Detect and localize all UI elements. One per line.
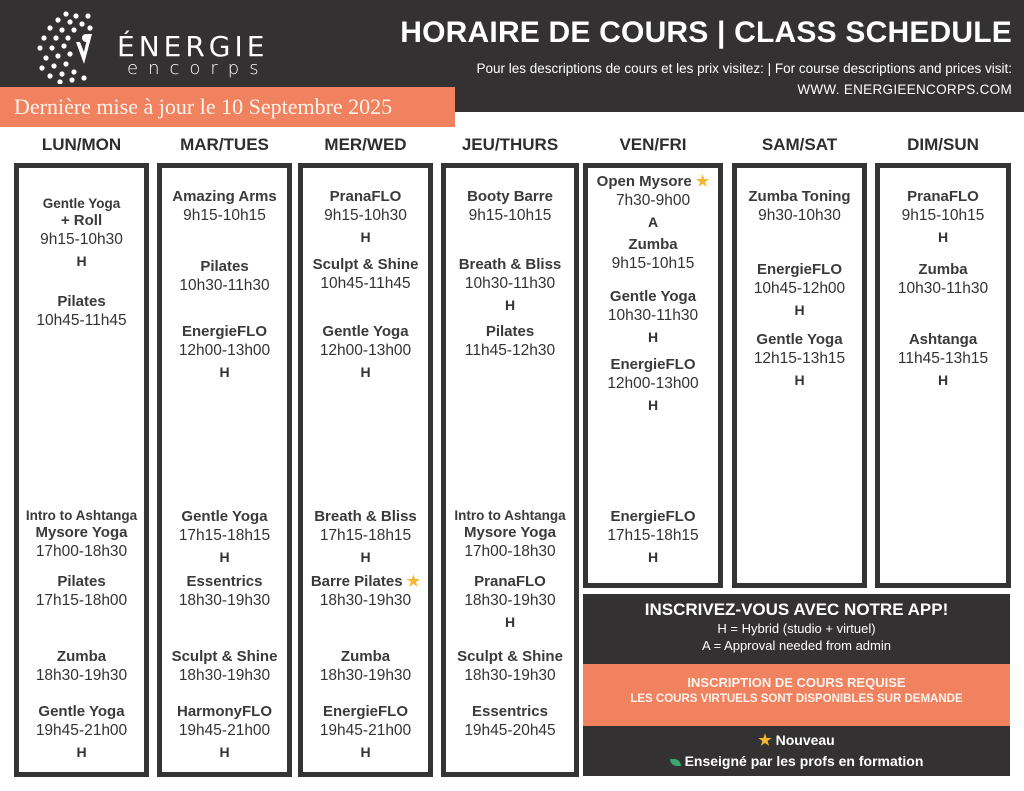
class-time: 18h30-19h30 [35, 667, 128, 685]
class-time: 9h15-10h30 [40, 230, 123, 248]
class-time: 11h45-13h15 [897, 350, 989, 368]
class-time: 12h15-13h15 [753, 350, 846, 368]
class-time: 17h15-18h15 [607, 527, 699, 545]
class-entry[interactable] [162, 508, 287, 565]
class-name-text: Zumba Toning [748, 188, 851, 205]
class-flag: H [360, 549, 371, 566]
class-name-text: Gentle Yoga [609, 288, 697, 305]
class-name-text: EnergieFLO [322, 703, 408, 720]
last-updated-banner: Dernière mise à jour le 10 Septembre 2025 [0, 87, 455, 127]
class-entry[interactable] [446, 573, 574, 630]
class-name [446, 188, 574, 205]
class-name-text: Booty Barre [467, 188, 553, 205]
registration-panel [583, 664, 1010, 726]
class-name [162, 573, 287, 590]
day-column [441, 163, 579, 777]
class-name [19, 293, 144, 310]
class-entry[interactable] [446, 323, 574, 360]
class-name [588, 173, 718, 190]
class-time: 10h30-11h30 [179, 277, 270, 295]
class-flag: H [219, 549, 230, 566]
class-time: 18h30-19h30 [319, 592, 412, 610]
class-name [303, 508, 428, 525]
class-time: 9h15-10h15 [901, 207, 985, 225]
app-signup-panel [583, 594, 1010, 664]
class-time: 9h15-10h15 [183, 207, 266, 225]
class-flag: A [647, 214, 659, 231]
registration-required: INSCRIPTION DE COURS REQUISE [687, 675, 906, 690]
class-name [303, 703, 428, 720]
class-name [446, 323, 574, 340]
class-name-text: Gentle Yoga [756, 331, 843, 348]
day-header: MAR/TUES [180, 135, 269, 154]
class-name [588, 236, 718, 253]
star-icon: ★ [691, 173, 710, 190]
class-time: 18h30-19h30 [464, 592, 556, 610]
class-entry[interactable] [446, 648, 574, 685]
class-name [446, 648, 574, 665]
class-flag: H [647, 549, 659, 566]
class-flag: H [504, 614, 516, 631]
class-flag: H [794, 302, 805, 319]
class-name [880, 188, 1006, 205]
info-box [583, 594, 1010, 776]
class-name [303, 188, 428, 205]
class-entry[interactable] [446, 256, 574, 313]
class-time: 19h45-20h45 [464, 722, 556, 740]
class-name-text: Pilates [57, 573, 106, 590]
leaf-icon [670, 759, 681, 766]
day-header: SAM/SAT [761, 135, 838, 154]
class-time: 10h30-11h30 [897, 280, 989, 298]
day-header: LUN/MON [41, 135, 122, 154]
class-flag: H [76, 252, 87, 269]
class-entry[interactable] [19, 648, 144, 685]
class-time: 10h30-11h30 [464, 275, 556, 293]
class-name [162, 648, 287, 665]
day-header: MER/WED [324, 135, 407, 154]
class-entry[interactable] [19, 508, 144, 561]
class-name-line2: Mysore Yoga [464, 523, 556, 541]
class-name-text: Breath & Bliss [314, 508, 417, 525]
class-flag: H [360, 229, 371, 246]
class-entry[interactable] [303, 188, 428, 245]
class-flag: H [360, 744, 371, 761]
logo-dots-icon [32, 8, 112, 84]
class-entry[interactable] [588, 173, 718, 230]
class-entry[interactable] [303, 508, 428, 565]
class-time: 19h45-21h00 [178, 722, 271, 740]
class-name-text: PranaFLO [907, 188, 979, 205]
class-time: 18h30-19h30 [464, 667, 556, 685]
legend-new [583, 730, 1010, 751]
class-entry[interactable] [303, 323, 428, 380]
class-time: 19h45-21h00 [35, 722, 128, 740]
class-name-text: Zumba [56, 648, 107, 665]
class-name [19, 573, 144, 590]
class-name-text: Ashtanga [908, 331, 978, 348]
class-name [303, 648, 428, 665]
class-name [19, 508, 144, 524]
class-entry[interactable] [162, 648, 287, 685]
class-name-text: Zumba [918, 261, 968, 278]
logo-subtitle: encorps [127, 58, 269, 79]
class-entry[interactable] [446, 703, 574, 740]
class-entry[interactable] [19, 293, 144, 330]
class-time: 17h15-18h15 [178, 527, 271, 545]
class-name [162, 703, 287, 720]
day-column [875, 163, 1011, 588]
class-time: 19h45-21h00 [319, 722, 412, 740]
class-entry[interactable] [303, 573, 428, 610]
class-name-text: EnergieFLO [181, 323, 267, 340]
class-time: 10h45-11h45 [36, 312, 127, 330]
star-icon: ★ [758, 732, 772, 749]
class-name [162, 258, 287, 275]
class-time: 10h45-12h00 [753, 280, 846, 298]
class-flag: H [647, 329, 659, 346]
class-name [303, 573, 428, 590]
class-entry[interactable] [737, 188, 862, 225]
class-entry[interactable] [303, 703, 428, 760]
class-name-text: Pilates [485, 323, 535, 340]
class-flag: H [219, 744, 230, 761]
class-name [19, 703, 144, 720]
legend-hybrid: H = Hybrid (studio + virtuel) [717, 621, 876, 636]
class-time: 12h00-13h00 [319, 342, 412, 360]
class-name [588, 508, 718, 525]
class-entry[interactable] [588, 288, 718, 345]
class-entry[interactable] [446, 508, 574, 561]
class-name [588, 288, 718, 305]
class-name-text: Open Mysore [596, 173, 692, 190]
class-name-line2: Mysore Yoga [35, 523, 128, 541]
class-entry[interactable] [162, 323, 287, 380]
class-entry[interactable] [880, 261, 1006, 298]
class-flag: H [504, 297, 516, 314]
class-entry[interactable] [737, 331, 862, 388]
page-title: HORAIRE DE COURS | CLASS SCHEDULE [400, 16, 1012, 49]
class-entry[interactable] [303, 648, 428, 685]
class-flag: H [937, 229, 949, 246]
class-name-text: PranaFLO [329, 188, 402, 205]
class-name-text: Gentle Yoga [42, 196, 121, 211]
class-time: 12h00-13h00 [178, 342, 271, 360]
class-name [19, 196, 144, 212]
class-name [162, 188, 287, 205]
class-time: 11h45-12h30 [464, 342, 556, 360]
legend-approval: A = Approval needed from admin [702, 638, 891, 653]
class-time: 17h15-18h00 [35, 592, 128, 610]
class-name-text: Pilates [57, 293, 106, 310]
class-name [446, 573, 574, 590]
class-time: 17h15-18h15 [319, 527, 412, 545]
class-entry[interactable] [588, 236, 718, 273]
class-name-text: HarmonyFLO [176, 703, 272, 720]
class-flag: H [794, 372, 805, 389]
class-name [588, 356, 718, 373]
class-name-text: Zumba [628, 236, 678, 253]
class-entry[interactable] [880, 188, 1006, 245]
class-flag: H [76, 744, 87, 761]
class-name-text: Zumba [340, 648, 391, 665]
class-name-text: Intro to Ashtanga [454, 508, 566, 523]
legend-trainee [583, 751, 1010, 771]
class-time: 18h30-19h30 [319, 667, 412, 685]
class-name-text: PranaFLO [474, 573, 546, 590]
class-name-text: EnergieFLO [756, 261, 842, 278]
class-name [162, 508, 287, 525]
class-name-line2: + Roll [60, 211, 103, 229]
class-name-text: Sculpt & Shine [312, 256, 419, 273]
class-entry[interactable] [162, 258, 287, 295]
class-name-text: Gentle Yoga [322, 323, 409, 340]
legend-new-label: Nouveau [775, 732, 835, 748]
class-time: 17h00-18h30 [464, 542, 556, 560]
class-entry[interactable] [880, 331, 1006, 388]
class-entry[interactable] [19, 573, 144, 610]
class-time: 9h15-10h15 [611, 255, 695, 273]
class-name [446, 508, 574, 524]
class-name-text: Pilates [200, 258, 249, 275]
class-time: 7h30-9h00 [615, 192, 691, 210]
day-header: VEN/FRI [619, 135, 687, 154]
class-name-text: Essentrics [472, 703, 548, 720]
logo-wordmark: ÉNERGIE [117, 30, 269, 63]
class-name [303, 256, 428, 273]
class-name [303, 323, 428, 340]
class-time: 17h00-18h30 [35, 542, 128, 560]
legend-trainee-label: Enseigné par les profs en formation [684, 753, 924, 769]
logo [32, 8, 269, 84]
class-name-text: EnergieFLO [610, 356, 696, 373]
class-name-text: Breath & Bliss [458, 256, 562, 273]
class-name [162, 323, 287, 340]
class-time: 9h30-10h30 [758, 207, 841, 225]
class-time: 10h30-11h30 [607, 307, 699, 325]
class-name [880, 331, 1006, 348]
class-flag: H [219, 364, 230, 381]
class-entry[interactable] [303, 256, 428, 293]
class-name-text: Gentle Yoga [38, 703, 125, 720]
class-entry[interactable] [588, 508, 718, 565]
class-name [19, 648, 144, 665]
day-header: DIM/SUN [907, 135, 979, 154]
class-entry[interactable] [162, 188, 287, 225]
class-time: 9h15-10h15 [468, 207, 552, 225]
class-name-text: Amazing Arms [172, 188, 277, 205]
class-name-text: Sculpt & Shine [171, 648, 278, 665]
app-signup-heading: INSCRIVEZ-VOUS AVEC NOTRE APP! [644, 600, 949, 619]
virtual-on-demand: LES COURS VIRTUELS SONT DISPONIBLES SUR DEMANDE [630, 693, 963, 705]
class-time: 9h15-10h30 [324, 207, 407, 225]
day-column [14, 163, 149, 777]
class-name [737, 261, 862, 278]
class-entry[interactable] [162, 573, 287, 610]
day-column [732, 163, 867, 588]
class-name-text: Essentrics [186, 573, 263, 590]
class-entry[interactable] [737, 261, 862, 318]
day-column [298, 163, 433, 777]
class-time: 12h00-13h00 [607, 375, 699, 393]
day-column [583, 163, 723, 588]
class-entry[interactable] [162, 703, 287, 760]
class-name-text: Gentle Yoga [181, 508, 268, 525]
class-entry[interactable] [19, 196, 144, 269]
class-name [880, 261, 1006, 278]
class-name-text: EnergieFLO [610, 508, 696, 525]
class-flag: H [937, 372, 949, 389]
class-flag: H [360, 364, 371, 381]
class-name [446, 256, 574, 273]
class-name-text: Barre Pilates [310, 573, 403, 590]
class-time: 10h45-11h45 [320, 275, 411, 293]
website-link[interactable]: WWW. ENERGIEENCORPS.COM [797, 82, 1012, 97]
class-name-text: Sculpt & Shine [457, 648, 563, 665]
class-entry[interactable] [19, 703, 144, 760]
class-name [737, 188, 862, 205]
class-name-text: Intro to Ashtanga [25, 508, 138, 523]
legend-panel [583, 726, 1010, 776]
class-time: 18h30-19h30 [178, 667, 271, 685]
star-icon: ★ [402, 573, 421, 590]
class-time: 18h30-19h30 [178, 592, 271, 610]
class-entry[interactable] [446, 188, 574, 225]
day-header: JEU/THURS [461, 135, 559, 154]
class-name [446, 703, 574, 720]
class-name [737, 331, 862, 348]
class-entry[interactable] [588, 356, 718, 413]
day-column [157, 163, 292, 777]
subtitle: Pour les descriptions de cours et les prix visitez: | For course descriptions and prices visit: [476, 61, 1012, 76]
class-flag: H [647, 397, 659, 414]
